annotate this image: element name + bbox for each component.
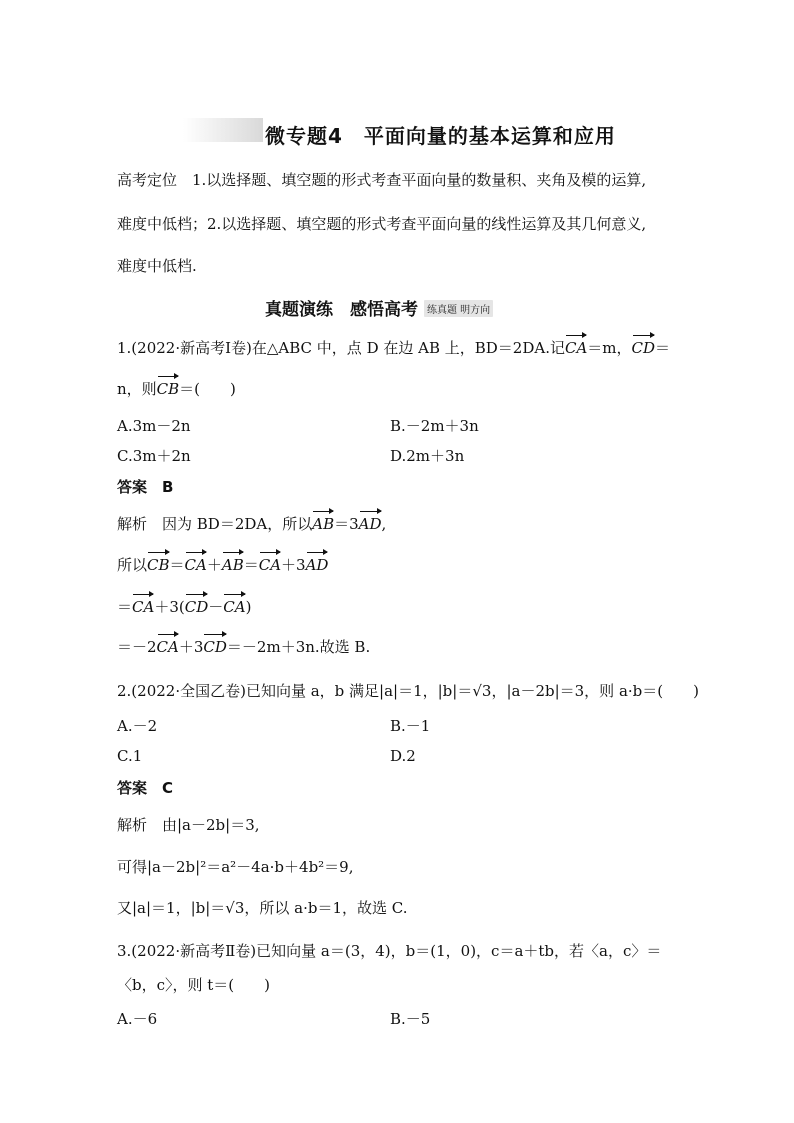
q1-option-a: A.3m－2n — [117, 417, 191, 435]
q1-text: ＝－2 — [117, 638, 157, 656]
q1-text: ＝－2m＋3n.故选 B. — [226, 638, 371, 656]
vector-cd: CD — [631, 339, 656, 357]
q1-text: ) — [245, 598, 252, 616]
vector-ca: CA — [156, 638, 179, 656]
q1-text: n，则 — [117, 380, 157, 398]
q1-text: ＝m， — [587, 339, 632, 357]
q1-text: － — [208, 598, 224, 616]
q1-option-d: D.2m＋3n — [390, 447, 465, 465]
q1-option-c: C.3m＋2n — [117, 447, 191, 465]
q1-text: ＝( ) — [179, 380, 236, 398]
q1-text: ＋3 — [178, 638, 204, 656]
q2-option-a: A.－2 — [117, 717, 158, 735]
q1-option-b: B.－2m＋3n — [390, 417, 479, 435]
q1-text: , — [381, 515, 387, 533]
vector-cd: CD — [203, 638, 227, 656]
q1-solution-line-4 — [117, 637, 370, 657]
q1-text: 解析 因为 BD＝2DA，所以 — [117, 515, 313, 533]
q1-text: ＋3( — [154, 598, 185, 616]
vector-ca: CA — [564, 339, 588, 357]
intro-line-3: 难度中低档. — [117, 257, 197, 275]
q2-solution-line-1: 解析 由|a－2b|＝3, — [117, 816, 260, 834]
q2-option-b: B.－1 — [390, 717, 431, 735]
q1-text: ＝ — [117, 598, 133, 616]
vector-cb: CB — [156, 380, 180, 398]
q3-option-a: A.－6 — [117, 1010, 158, 1028]
vector-ca: CA — [223, 598, 246, 616]
intro-line-2: 难度中低档；2.以选择题、填空题的形式考查平面向量的线性运算及其几何意义, — [117, 215, 647, 233]
q1-text: ＝ — [655, 339, 671, 357]
q2-solution-line-2: 可得|a－2b|²＝a²－4a·b＋4b²＝9, — [117, 858, 354, 876]
q1-stem-line-1 — [117, 338, 670, 358]
vector-ab: AB — [312, 515, 335, 533]
vector-ab: AB — [221, 556, 244, 574]
vector-ad: AD — [358, 515, 382, 533]
q1-solution-line-2 — [117, 555, 328, 575]
section-title: 真题演练 感悟高考 — [265, 300, 418, 320]
q3-stem-line-1: 3.(2022·新高考Ⅱ卷)已知向量 a＝(3，4)，b＝(1，0)，c＝a＋tb，若〈a，c〉＝ — [117, 942, 662, 960]
section-badge: 练真题 明方向 — [424, 300, 493, 317]
page-title: 微专题4 平面向量的基本运算和应用 — [265, 124, 616, 148]
q2-solution-line-3: 又|a|＝1，|b|＝√3，所以 a·b＝1，故选 C. — [117, 899, 408, 917]
q1-solution-line-1 — [117, 514, 386, 534]
vector-ca: CA — [184, 556, 207, 574]
q3-stem-line-2: 〈b，c〉，则 t＝( ) — [117, 976, 271, 994]
q1-text: 1.(2022·新高考Ⅰ卷)在△ABC 中，点 D 在边 AB 上，BD＝2DA.记 — [117, 339, 565, 357]
vector-ca: CA — [258, 556, 282, 574]
q1-answer: 答案 B — [117, 478, 174, 496]
q3-option-b: B.－5 — [390, 1010, 431, 1028]
q1-text: ＝ — [243, 556, 259, 574]
q2-option-c: C.1 — [117, 747, 143, 765]
q1-text: ＋ — [206, 556, 222, 574]
intro-line-1: 高考定位 1.以选择题、填空题的形式考查平面向量的数量积、夹角及模的运算, — [117, 171, 647, 189]
q1-text: ＝ — [169, 556, 185, 574]
q1-text: ＝3 — [334, 515, 359, 533]
q2-option-d: D.2 — [390, 747, 416, 765]
q2-answer: 答案 C — [117, 779, 174, 797]
vector-cb: CB — [147, 556, 170, 574]
title-decoration — [183, 118, 263, 142]
vector-ad: AD — [305, 556, 329, 574]
q1-text: ＋3 — [281, 556, 306, 574]
q1-text: 所以 — [117, 556, 148, 574]
section-heading — [265, 295, 493, 320]
q1-stem-line-2 — [117, 379, 236, 399]
vector-cd: CD — [184, 598, 209, 616]
q1-solution-line-3 — [117, 597, 251, 617]
q2-stem: 2.(2022·全国乙卷)已知向量 a，b 满足|a|＝1，|b|＝√3，|a－2b|＝3，则 a·b＝( ) — [117, 682, 699, 700]
vector-ca: CA — [132, 598, 155, 616]
